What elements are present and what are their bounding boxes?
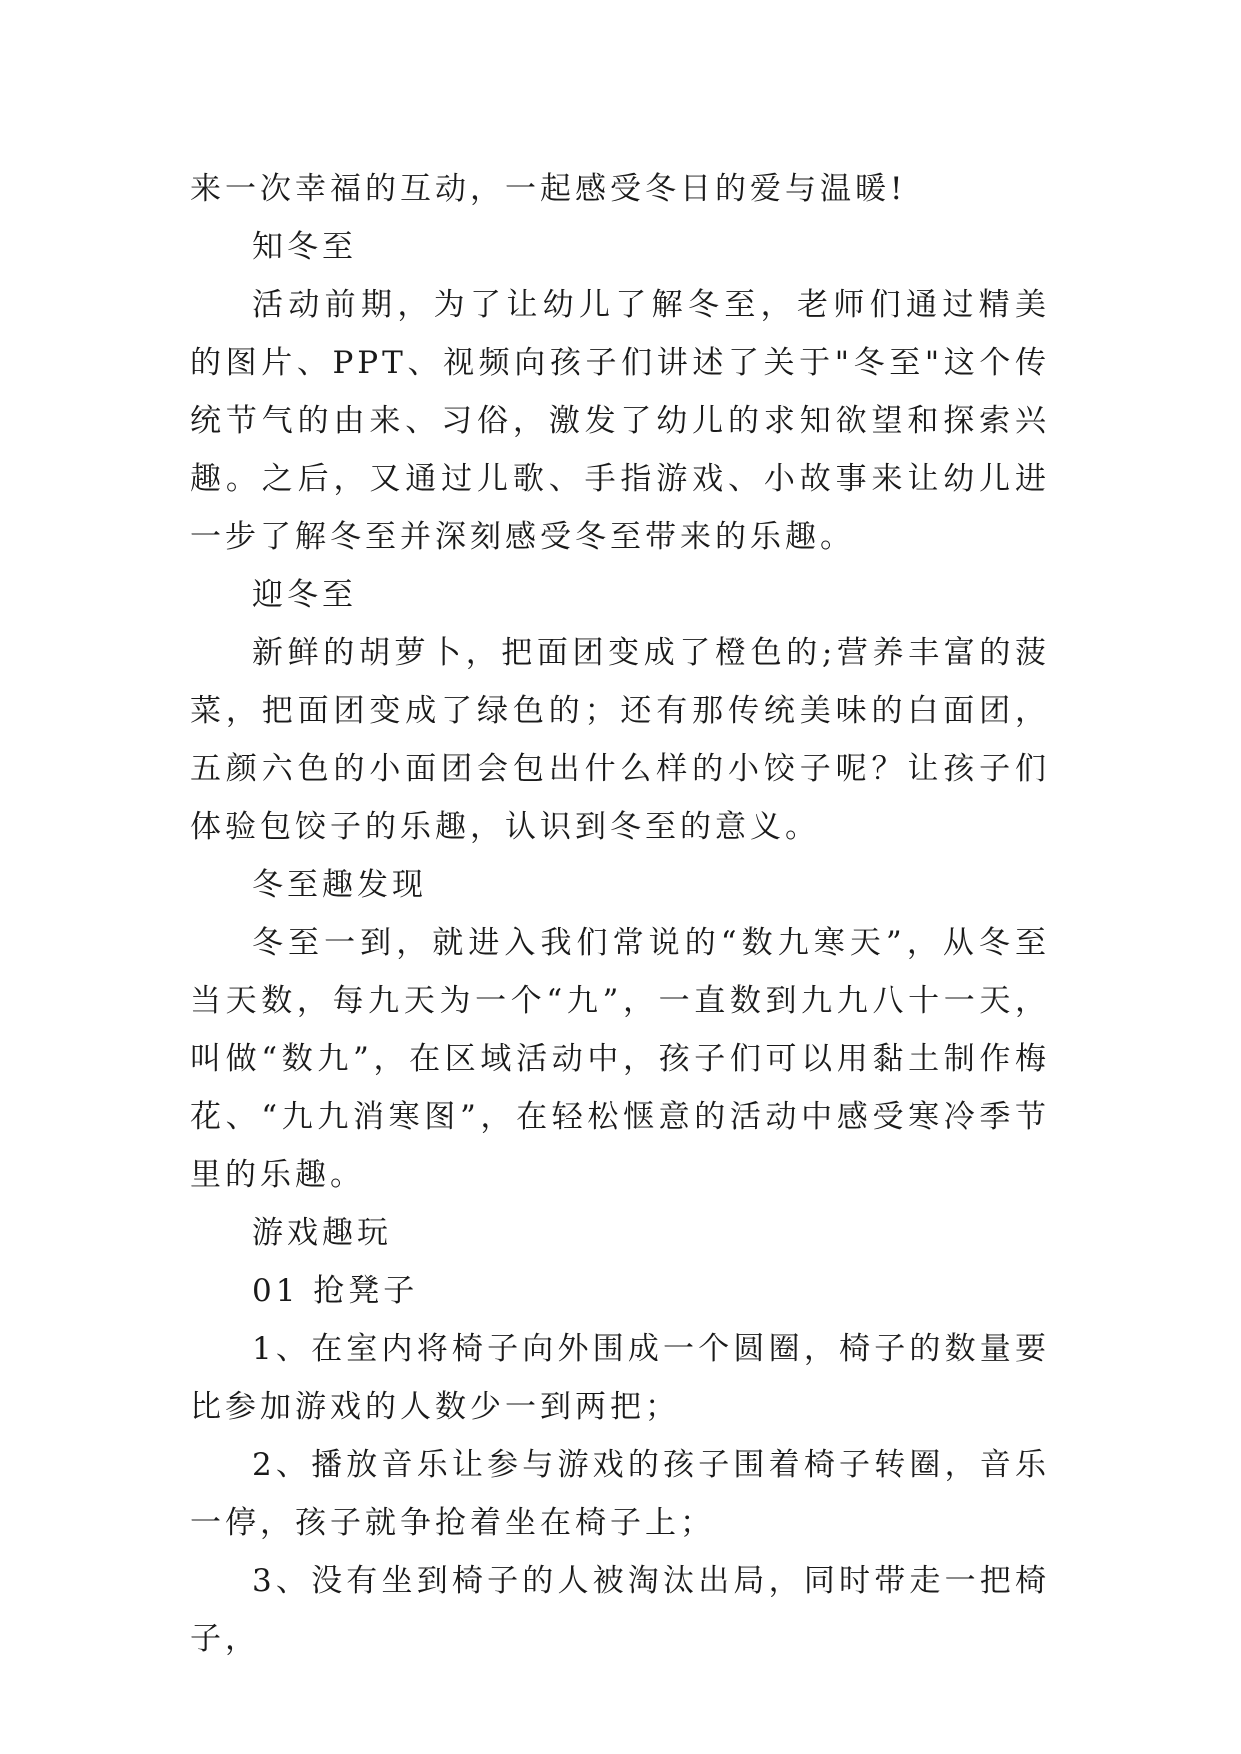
section-heading-games: 游戏趣玩 bbox=[252, 1215, 392, 1251]
paragraph-welcome-winter-solstice: 新鲜的胡萝卜，把面团变成了橙色的;营养丰富的菠菜，把面团变成了绿色的；还有那传统美味的白面团，五颜六色的小面团会包出什么样的小饺子呢？让孩子们体验包饺子的乐趣，认识到冬至的意义。 bbox=[190, 635, 1050, 845]
list-item-step-1: 1、在室内将椅子向外围成一个圆圈，椅子的数量要比参加游戏的人数少一到两把； bbox=[190, 1331, 1050, 1425]
paragraph-know-winter-solstice: 活动前期，为了让幼儿了解冬至，老师们通过精美的图片、PPT、视频向孩子们讲述了关于"冬至"这个传统节气的由来、习俗，激发了幼儿的求知欲望和探索兴趣。之后，又通过儿歌、手指游戏、小故事来让幼儿进一步了解冬至并深刻感受冬至带来的乐趣。 bbox=[190, 287, 1050, 555]
subheading-musical-chairs: 01 抢凳子 bbox=[252, 1273, 419, 1309]
list-item-step-2: 2、播放音乐让参与游戏的孩子围着椅子转圈，音乐一停，孩子就争抢着坐在椅子上； bbox=[190, 1447, 1050, 1541]
paragraph-intro-ending: 来一次幸福的互动，一起感受冬日的爱与温暖! bbox=[190, 171, 907, 207]
section-heading-welcome-winter-solstice: 迎冬至 bbox=[252, 577, 357, 613]
paragraph-fun-discovery: 冬至一到，就进入我们常说的“数九寒天”，从冬至当天数，每九天为一个“九”，一直数到九九八十一天，叫做“数九”，在区域活动中，孩子们可以用黏土制作梅花、“九九消寒图”，在轻松惬意的活动中感受寒冷季节里的乐趣。 bbox=[190, 925, 1050, 1193]
section-heading-know-winter-solstice: 知冬至 bbox=[252, 229, 357, 265]
document-body bbox=[190, 160, 1050, 1668]
list-item-step-3: 3、没有坐到椅子的人被淘汰出局，同时带走一把椅子， bbox=[190, 1563, 1050, 1657]
section-heading-fun-discovery: 冬至趣发现 bbox=[252, 867, 427, 903]
